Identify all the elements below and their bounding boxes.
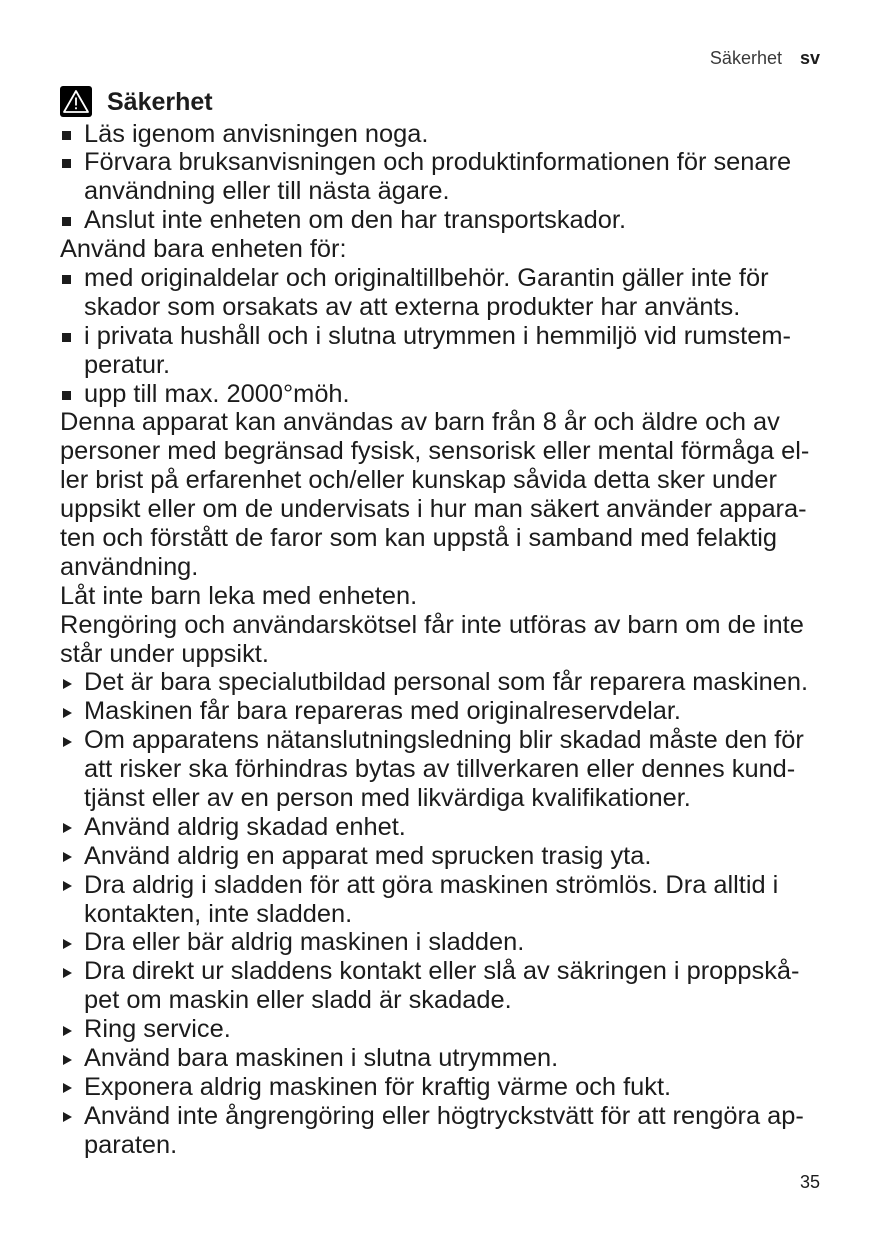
triangle-bullet-icon — [63, 823, 72, 833]
header-language-code: sv — [799, 48, 820, 68]
list-item-line: med originaldelar och originaltillbehör. Garantin gäller inte för — [84, 263, 769, 292]
square-bullet-icon — [62, 275, 71, 284]
children-paragraph — [60, 408, 822, 581]
list-item-line: upp till max. 2000°möh. — [84, 379, 350, 408]
instruction-item — [60, 1044, 822, 1073]
paragraph-line: Denna apparat kan användas av barn från 8 år och äldre och av — [60, 408, 780, 437]
instruction-list — [60, 668, 822, 1159]
instruction-line: Använd bara maskinen i slutna utrymmen. — [84, 1044, 559, 1072]
square-bullet-icon — [62, 159, 71, 168]
triangle-bullet-icon — [63, 737, 72, 747]
triangle-bullet-icon — [63, 1083, 72, 1093]
list-item-line: användning eller till nästa ägare. — [84, 177, 450, 206]
triangle-bullet-icon — [63, 881, 72, 891]
cleaning-paragraph — [60, 611, 822, 669]
triangle-bullet-icon — [63, 1026, 72, 1036]
square-bullet-icon — [62, 131, 71, 140]
no-play-paragraph: Låt inte barn leka med enheten. — [60, 581, 418, 610]
list-item-line: i privata hushåll och i slutna utrymmen i hemmiljö vid rumstem- — [84, 321, 791, 350]
instruction-line: tjänst eller av en person med likvärdiga kvalifikationer. — [84, 783, 691, 812]
paragraph-line: uppsikt eller om de undervisats i hur man säkert använder appara- — [60, 495, 807, 524]
paragraph-line: står under uppsikt. — [60, 639, 269, 668]
list-item-line: peratur. — [84, 350, 171, 379]
instruction-item — [60, 697, 822, 726]
list-item-line: Läs igenom anvisningen noga. — [84, 119, 429, 148]
triangle-bullet-icon — [63, 1112, 72, 1122]
list-item — [60, 264, 822, 322]
instruction-line: Använd aldrig en apparat med sprucken trasig yta. — [84, 841, 652, 870]
instruction-item — [60, 842, 822, 871]
page-number: 35 — [799, 1172, 820, 1192]
instruction-item — [60, 1073, 822, 1102]
triangle-bullet-icon — [63, 939, 72, 949]
list-item — [60, 206, 822, 235]
section-heading — [60, 86, 822, 120]
list-item-line: skador som orsakats av att externa produkter har använts. — [84, 292, 741, 321]
instruction-item — [60, 1102, 822, 1160]
instruction-line: Det är bara specialutbildad personal som får reparera maskinen. — [84, 668, 809, 697]
triangle-bullet-icon — [63, 679, 72, 689]
instruction-line: kontakten, inte sladden. — [84, 899, 353, 928]
list-item — [60, 148, 822, 206]
triangle-bullet-icon — [63, 1055, 72, 1065]
square-bullet-icon — [62, 217, 71, 226]
instruction-line: pet om maskin eller sladd är skadade. — [84, 986, 512, 1015]
instruction-line: Maskinen får bara repareras med originalreservdelar. — [84, 697, 681, 726]
intended-use-intro: Använd bara enheten för: — [60, 235, 347, 264]
instruction-line: Om apparatens nätanslutningsledning blir skadad måste den för — [84, 726, 804, 755]
instruction-item — [60, 668, 822, 697]
instruction-line: Använd aldrig skadad enhet. — [84, 812, 406, 841]
list-item — [60, 380, 822, 409]
instruction-item — [60, 957, 822, 1015]
instruction-line: Dra eller bär aldrig maskinen i sladden. — [84, 928, 525, 957]
triangle-bullet-icon — [63, 968, 72, 978]
instruction-item — [60, 1015, 822, 1044]
instruction-line: Ring service. — [84, 1015, 231, 1044]
list-item-line: Anslut inte enheten om den har transportskador. — [84, 206, 627, 235]
safety-section — [60, 86, 822, 1160]
instruction-item — [60, 813, 822, 842]
paragraph-line: ten och förstått de faror som kan uppstå i samband med felaktig — [60, 523, 777, 552]
instruction-line: Exponera aldrig maskinen för kraftig värme och fukt. — [84, 1072, 672, 1101]
running-header — [710, 47, 820, 69]
instruction-item — [60, 928, 822, 957]
paragraph-line: användning. — [60, 552, 199, 581]
section-title: Säkerhet — [107, 88, 213, 116]
instruction-line: att risker ska förhindras bytas av tillverkaren eller dennes kund- — [84, 755, 796, 784]
triangle-bullet-icon — [63, 852, 72, 862]
instruction-line: Dra aldrig i sladden för att göra maskinen strömlös. Dra alltid i — [84, 870, 779, 899]
square-bullet-icon — [62, 333, 71, 342]
instruction-line: paraten. — [84, 1130, 178, 1159]
instruction-item — [60, 726, 822, 813]
header-section-name: Säkerhet — [709, 48, 782, 68]
list-item-line: Förvara bruksanvisningen och produktinformationen för senare — [84, 148, 792, 177]
instruction-line: Använd inte ångrengöring eller högtryckstvätt för att rengöra ap- — [84, 1101, 804, 1130]
warning-icon — [60, 86, 92, 117]
list-item — [60, 120, 822, 149]
triangle-bullet-icon — [63, 708, 72, 718]
instruction-line: Dra direkt ur sladdens kontakt eller slå av säkringen i proppskå- — [84, 957, 800, 986]
square-bullet-icon — [62, 391, 71, 400]
intended-use-list — [60, 264, 822, 408]
general-safety-list — [60, 120, 822, 236]
instruction-item — [60, 871, 822, 929]
list-item — [60, 322, 822, 380]
paragraph-line: Rengöring och användarskötsel får inte utföras av barn om de inte — [60, 610, 804, 639]
paragraph-line: ler brist på erfarenhet och/eller kunskap såvida detta sker under — [60, 466, 777, 495]
paragraph-line: personer med begränsad fysisk, sensorisk eller mental förmåga el- — [60, 437, 810, 466]
